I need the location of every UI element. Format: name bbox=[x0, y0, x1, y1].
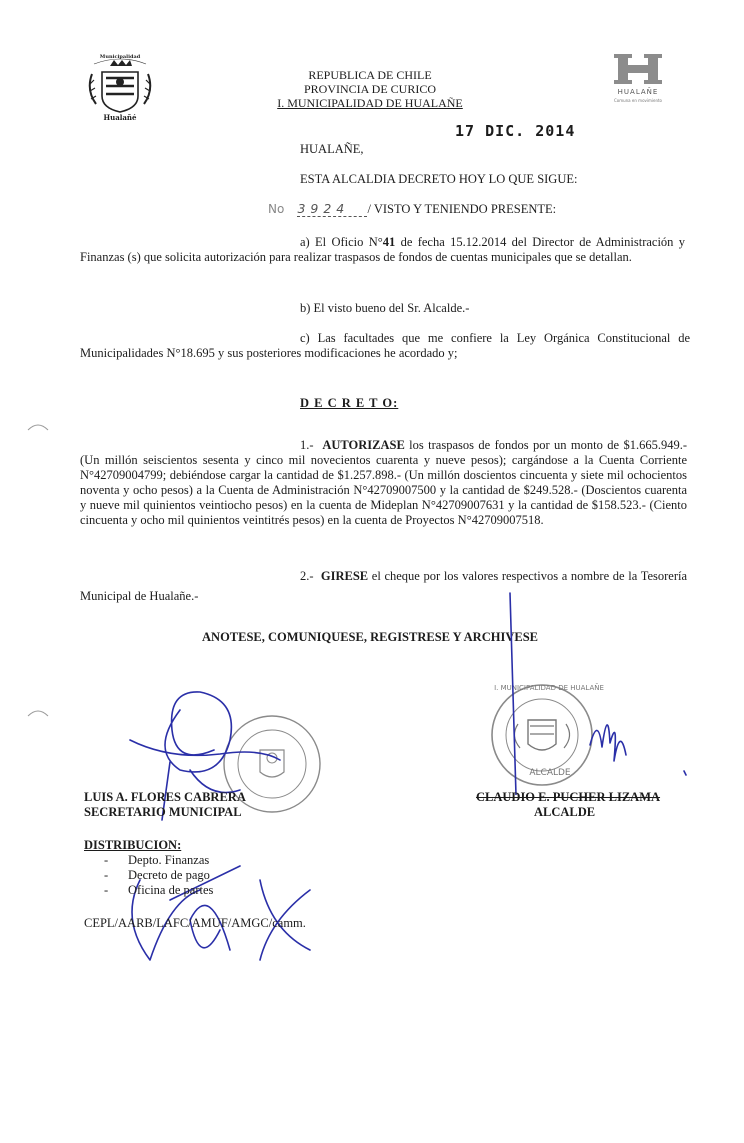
girese-keyword: GIRESE bbox=[320, 569, 369, 583]
visto-heading: VISTO Y TENIENDO PRESENTE: bbox=[373, 202, 557, 216]
secretary-name: LUIS A. FLORES CABRERA bbox=[84, 790, 246, 804]
header-municipality: I. MUNICIPALIDAD DE HUALAÑE bbox=[277, 96, 463, 110]
oficio-number: 41 bbox=[382, 235, 396, 249]
distribution-list bbox=[104, 853, 213, 898]
decree-number: 3924 bbox=[297, 201, 367, 217]
distribution-title: DISTRIBUCION: bbox=[84, 838, 182, 852]
hualane-brand-icon bbox=[606, 52, 670, 86]
decree-number-line: No 3924 / VISTO Y TENIENDO PRESENTE: bbox=[268, 201, 557, 216]
mayor-seal-text-top: I. MUNICIPALIDAD DE HUALAÑE bbox=[494, 684, 604, 692]
decree-intro: ESTA ALCALDIA DECRETO HOY LO QUE SIGUE: bbox=[300, 172, 578, 186]
secretary-block bbox=[84, 790, 246, 820]
mayor-name: CLAUDIO E. PUCHER LIZAMA bbox=[476, 790, 661, 804]
municipal-crest-logo bbox=[80, 56, 160, 124]
document-header bbox=[250, 68, 490, 110]
list-item: - Depto. Finanzas bbox=[104, 853, 210, 867]
reference-initials: CEPL/AARB/LAFC/AMUF/AMGC/camm. bbox=[84, 916, 306, 930]
item-c-paragraph: c) Las facultades que me confiere la Ley Orgánica Constitucional de Municipalidades N°18.695 y sus posteriores modificaciones he acordado y; bbox=[80, 331, 690, 360]
punch-hole-mark bbox=[24, 706, 54, 736]
mayor-title: ALCALDE bbox=[534, 805, 596, 819]
punch-hole-mark bbox=[24, 420, 54, 450]
point-2-paragraph: 2.- GIRESE el cheque por los valores respectivos a nombre de la Tesorería Municipal de Hualañe.- bbox=[80, 569, 688, 603]
decreto-title: D E C R E T O: bbox=[300, 396, 399, 410]
mayor-signature-icon bbox=[500, 585, 700, 795]
mayor-seal-text-bottom: ALCALDE bbox=[529, 768, 571, 778]
hualane-brand-logo bbox=[606, 52, 670, 108]
mayor-block bbox=[476, 790, 660, 820]
list-item: - Decreto de pago bbox=[104, 868, 210, 882]
authorize-keyword: AUTORIZASE bbox=[322, 438, 405, 452]
item-b-paragraph: b) El visto bueno del Sr. Alcalde.- bbox=[300, 301, 470, 315]
city-line: HUALAÑE, bbox=[300, 142, 364, 156]
item-a-paragraph: a) El Oficio N°41 de fecha 15.12.2014 del Director de Administración y Finanzas (s) que solicita autorización para realizar traspasos de fondos de cuentas municipales que se detallan. bbox=[80, 235, 686, 264]
number-prefix: No bbox=[268, 202, 285, 216]
logo-caption-top: Municipalidad bbox=[99, 54, 141, 60]
point-1-paragraph: 1.- AUTORIZASE los traspasos de fondos por un monto de $1.665.949.- (Un millón seiscientos sesenta y cinco mil novecientos cuarenta y nueve pesos); cargándose a la Cuenta Corriente N°42709004799; debiéndose cargar la cantidad de $1.257.898.- (Un millón doscientos cincuenta y siete mil ochocientos noventa y ocho pesos) a la Cuenta de Administración N°42709007500 y la cantidad de $249.528.- (Doscientos cuarenta y nueve mil quinientos veintiocho pesos) en la cuenta de Mideplan N°42709007631 y la cantidad de $158.523.- (Ciento cincuenta y ocho mil quinientos veintitrés pesos) en la cuenta de Proyectos N°42709007518. bbox=[80, 438, 688, 527]
list-item: - Oficina de partes bbox=[104, 883, 214, 897]
closing-formula: ANOTESE, COMUNIQUESE, REGISTRESE Y ARCHIVESE bbox=[202, 630, 538, 644]
secretary-title: SECRETARIO MUNICIPAL bbox=[84, 805, 242, 819]
header-province: PROVINCIA DE CURICO bbox=[303, 82, 436, 96]
brand-tagline: Comuna en movimiento bbox=[613, 98, 663, 103]
date-stamp: 17 DIC. 2014 bbox=[455, 122, 576, 140]
logo-caption-bottom: Hualañé bbox=[103, 113, 137, 122]
brand-name: HUALAÑE bbox=[617, 88, 659, 96]
header-country: REPUBLICA DE CHILE bbox=[308, 68, 432, 82]
